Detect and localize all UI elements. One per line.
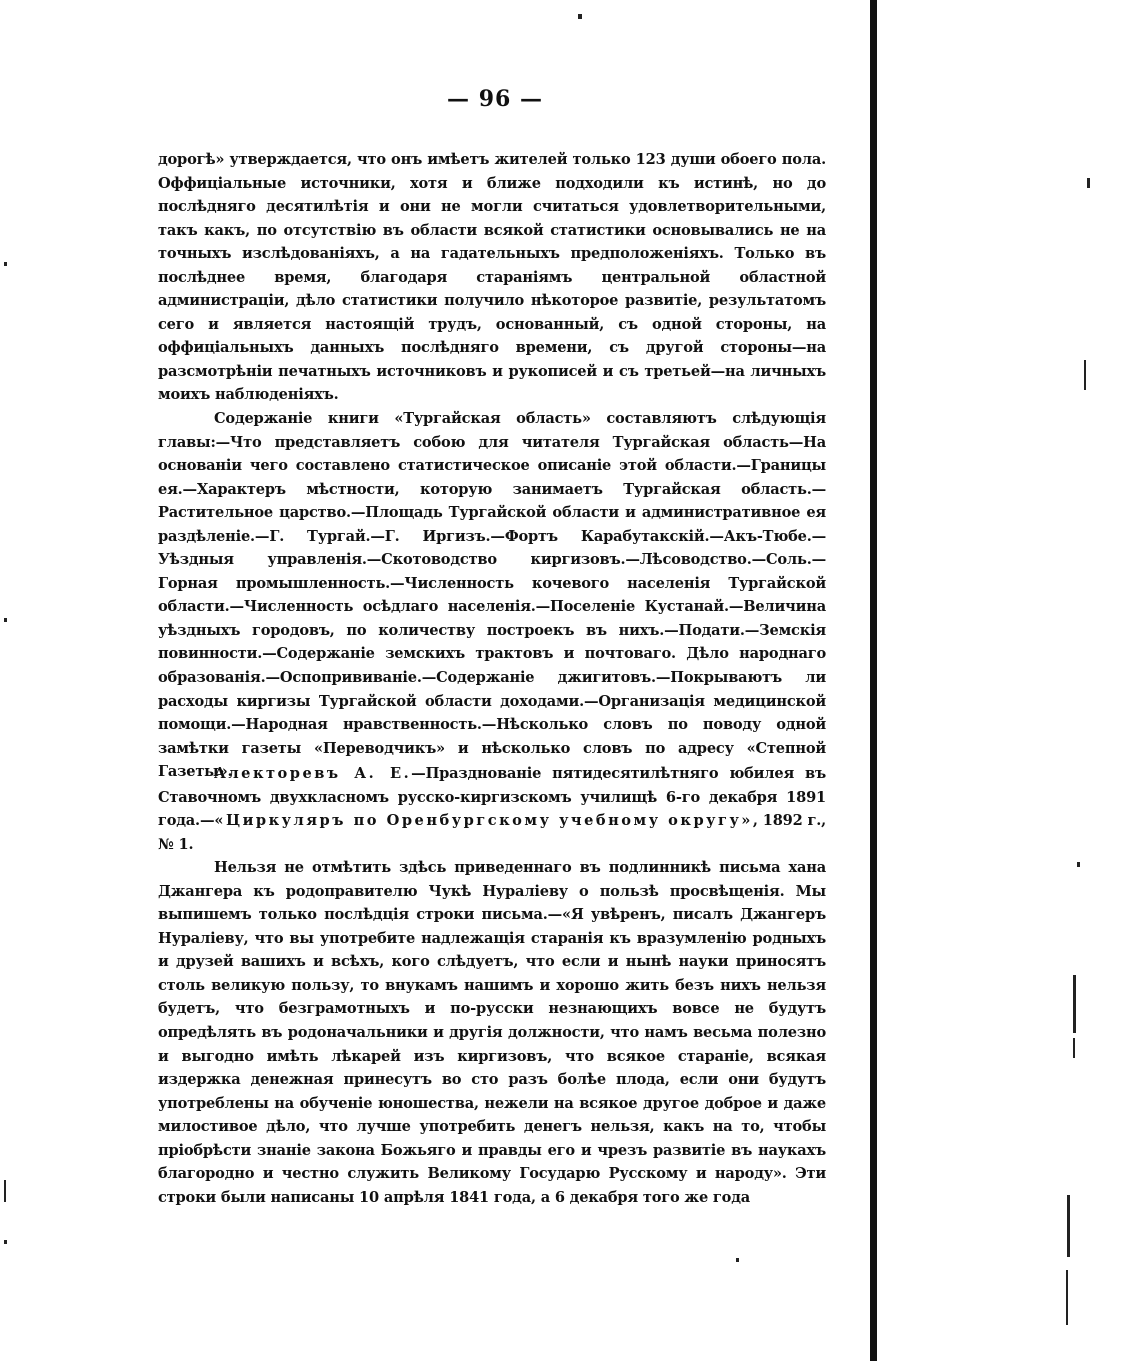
scan-speck	[1073, 1038, 1075, 1058]
scan-speck	[4, 618, 7, 622]
scan-speck	[1077, 862, 1080, 867]
scan-speck	[1084, 360, 1086, 390]
entry-source: «Циркуляръ по Оренбургскому учебному округу»	[214, 812, 753, 830]
entry-author: Алекторевъ А. Е.	[214, 765, 412, 782]
text-block-lower	[158, 762, 826, 1209]
bibliographic-entry	[158, 762, 826, 856]
scan-speck	[1073, 975, 1076, 1033]
scan-speck	[4, 1240, 7, 1244]
paragraph-dzhanger-letter: Нельзя не отмѣтить здѣсь приведеннаго въ подлинникѣ письма хана Джангера къ родоправителю Чукѣ Нураліеву о пользѣ просвѣщенія. Мы выпишемъ только послѣдція строки письма.—«Я увѣренъ, писалъ Джангеръ Нураліеву, что вы употребите надлежащія старанія къ вразумленію родныхъ и друзей вашихъ и всѣхъ, кого слѣдуетъ, что если и нынѣ науки приносятъ столь великую пользу, то внукамъ нашимъ и хорошо жить безъ нихъ нельзя будетъ, что безграмотныхъ и по-русски незнающихъ вовсе не будутъ опредѣлять въ родоначальники и другія должности, что намъ весьма полезно и выгодно имѣть лѣкарей изъ киргизовъ, что всякое стараніе, всякая издержка денежная принесутъ во сто разъ болѣе плода, если они будутъ употреблены на обученіе юношества, нежели на всякое другое доброе и даже милостивое дѣло, что лучше употребить денегъ нельзя, какъ на то, чтобы пріобрѣсти знаніе закона Божьяго и правды его и чрезъ развитіе въ наукахъ благородно и честно служить Великому Государю Русскому и народу». Эти строки были написаны 10 апрѣля 1841 года, а 6 декабря того же года	[158, 859, 826, 1206]
scan-speck	[4, 262, 7, 266]
scan-speck	[1066, 1270, 1068, 1325]
paragraph-book-contents: Содержаніе книги «Тургайская область» составляютъ слѣдующія главы:—Что представляетъ собою для читателя Тургайская область—На основаніи чего составлено статистическое описаніе этой области.—Границы ея.—Характеръ мѣстности, которую занимаетъ Тургайская область.—Растительное царство.—Площадь Тургайской области и административное ея раздѣленіе.—Г. Тургай.—Г. Иргизъ.—Фортъ Карабутакскій.—Акъ-Тюбе.—Уѣздныя управленія.—Скотоводство киргизовъ.—Лѣсоводство.—Соль.—Горная промышленность.—Численность кочевого населенія Тургайской области.—Численность осѣдлаго населенія.—Поселеніе Кустанай.—Величина уѣздныхъ городовъ, по количеству построекъ въ нихъ.—Подати.—Земскія повинности.—Содержаніе земскихъ трактовъ и почтоваго. Дѣло народнаго образованія.—Оспопрививаніе.—Содержаніе джигитовъ.—Покрываютъ ли расходы киргизы Тургайской области доходами.—Организація медицинской помощи.—Народная нравственность.—Нѣсколько словъ по поводу одной замѣтки газеты «Переводчикъ» и нѣсколько словъ по адресу «Степной Газеты».	[158, 410, 826, 781]
scan-speck	[1067, 1195, 1070, 1257]
entry-title: —Празднованіе пятидесятилѣтняго юбилея въ Ставочномъ двухкласномъ русско-киргизскомъ училищѣ 6-го декабря 1891 года.—	[158, 765, 826, 830]
scan-speck	[4, 1180, 6, 1202]
page-number: — 96 —	[447, 86, 543, 112]
scan-speck	[578, 14, 582, 19]
page-binding-edge	[870, 0, 877, 1361]
scan-speck	[1087, 178, 1090, 188]
text-block-upper	[158, 148, 826, 784]
entry-citation: , 1892 г., № 1.	[158, 812, 827, 853]
paragraph-statistics-sources: дорогѣ» утверждается, что онъ имѣетъ жителей только 123 души обоего пола. Оффиціальные источники, хотя и ближе подходили къ истинѣ, но до послѣдняго десятилѣтія и они не могли считаться удовлетворительными, такъ какъ, по отсутствію въ области всякой статистики основывались не на точныхъ изслѣдованіяхъ, а на гадательныхъ предположеніяхъ. Только въ послѣднее время, благодаря стараніямъ центральной областной администраціи, дѣло статистики получило нѣкоторое развитіе, результатомъ сего и является настоящій трудъ, основанный, съ одной стороны, на оффиціальныхъ данныхъ послѣдняго времени, съ другой стороны—на разсмотрѣніи печатныхъ источниковъ и рукописей и съ третьей—на личныхъ моихъ наблюденіяхъ.	[158, 151, 826, 404]
scan-speck	[736, 1258, 739, 1262]
